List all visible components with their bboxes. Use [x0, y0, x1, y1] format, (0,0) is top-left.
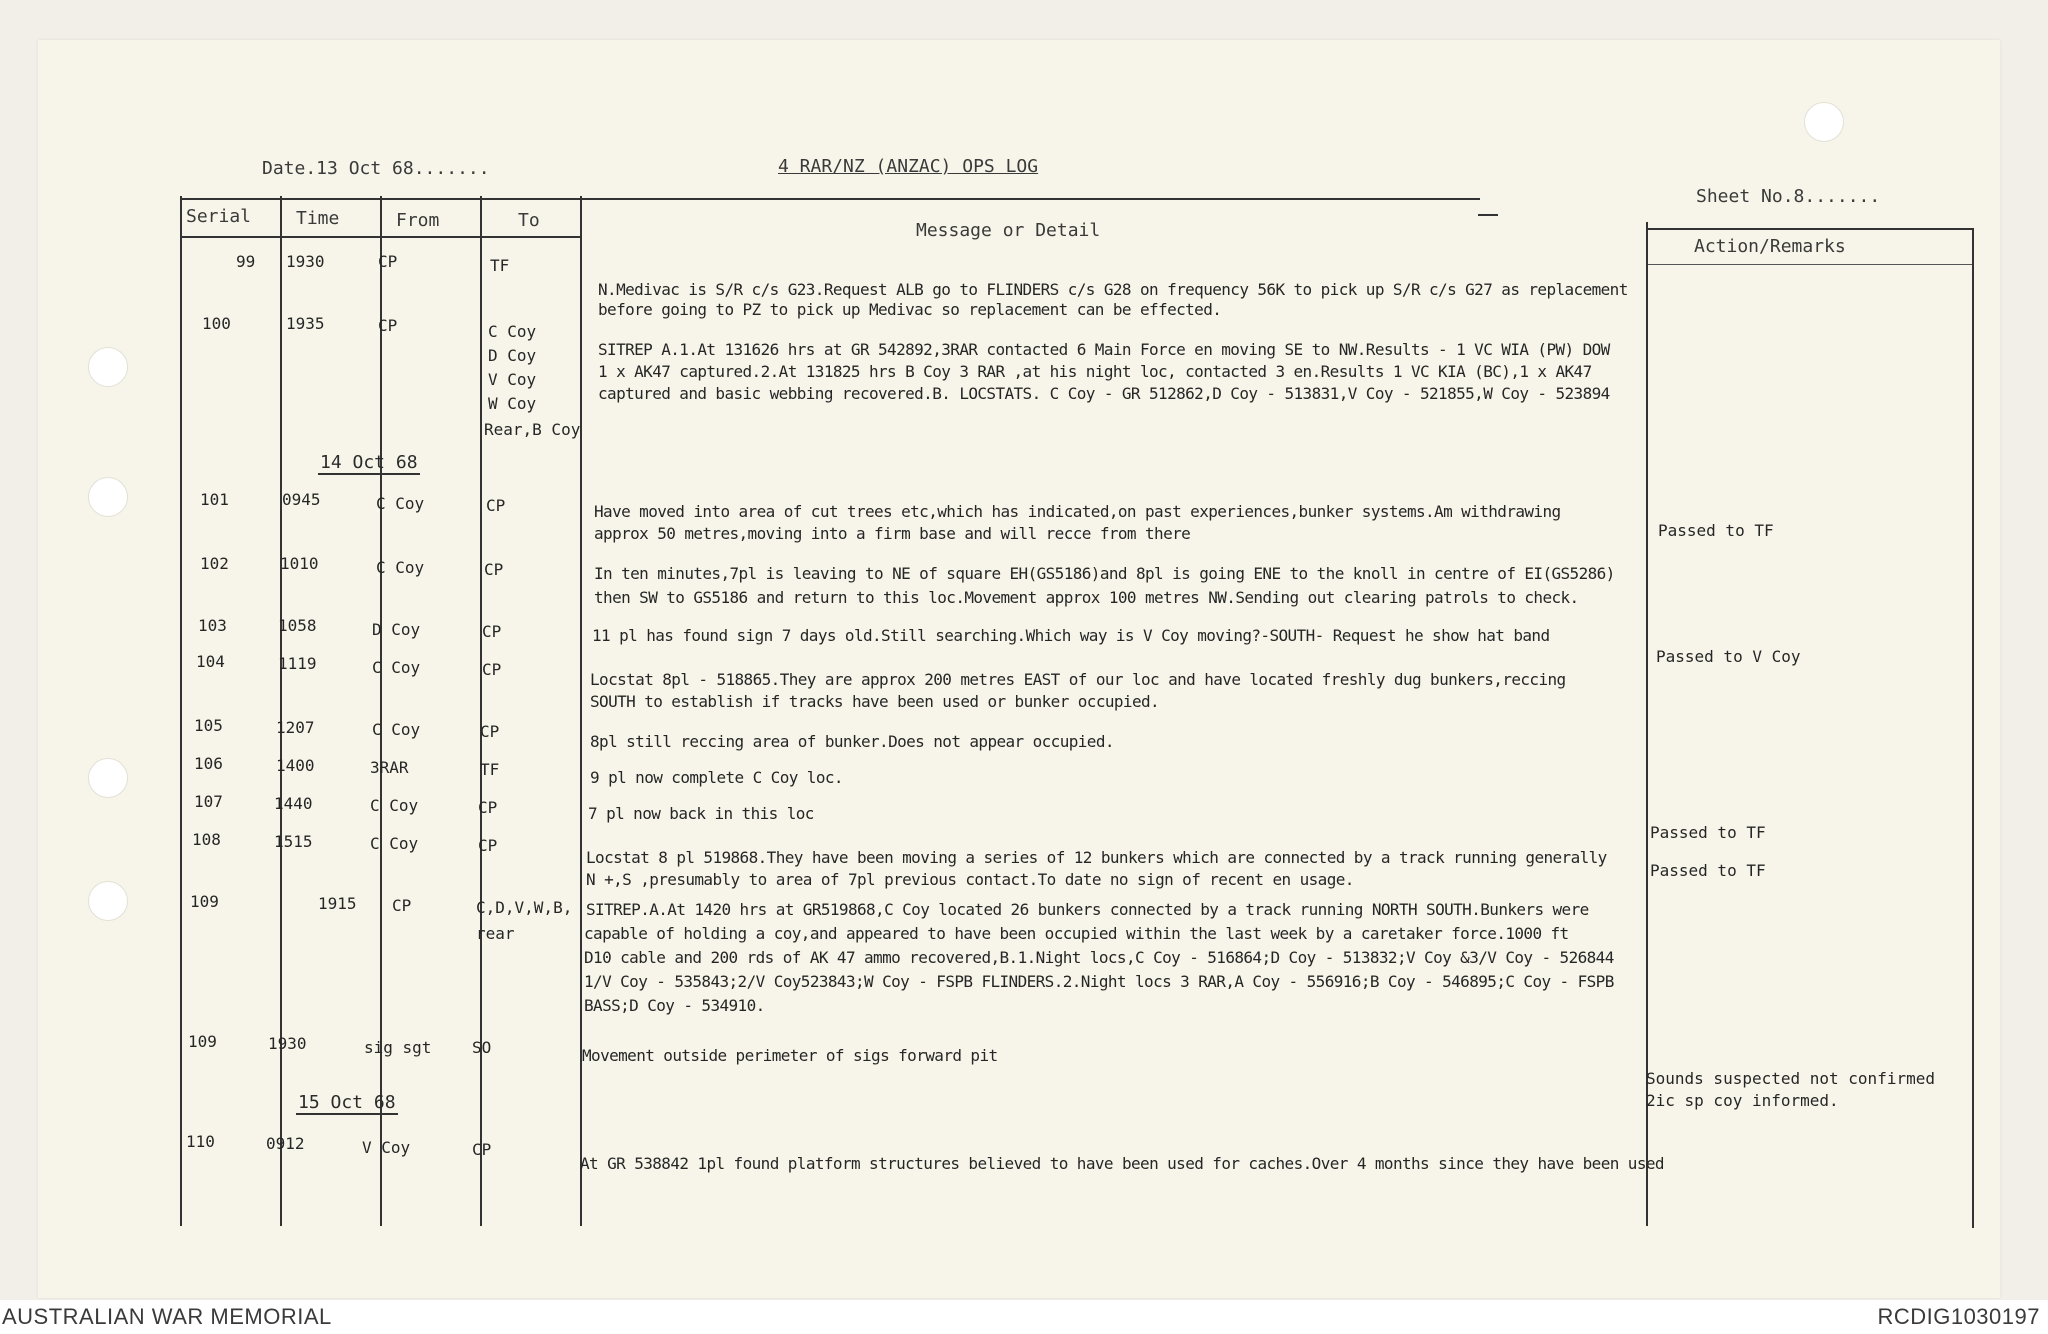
serial-cell: 105 — [194, 716, 223, 735]
from-cell: 3RAR — [370, 758, 409, 777]
col-rule — [480, 196, 482, 1226]
from-cell: C Coy — [376, 494, 425, 513]
log-date: Date.13 Oct 68....... — [262, 158, 490, 179]
from-cell: C Coy — [372, 720, 421, 739]
message-line: N.Medivac is S/R c/s G23.Request ALB go to FLINDERS c/s G28 on frequency 56K to pick up S/R c/s G27 as replacement — [598, 280, 1628, 299]
from-cell: C Coy — [370, 834, 419, 853]
to-cell: C Coy — [488, 322, 537, 341]
footer-bar — [0, 1300, 2048, 1334]
to-cell: V Coy — [488, 370, 537, 389]
message-line: Movement outside perimeter of sigs forward pit — [582, 1046, 998, 1065]
time-cell: 0912 — [266, 1134, 305, 1153]
serial-cell: 103 — [198, 616, 227, 635]
serial-cell: 109 — [188, 1032, 217, 1051]
time-cell: 1935 — [286, 314, 325, 333]
message-line: 1 x AK47 captured.2.At 131825 hrs B Coy 3 RAR ,at his night loc, contacted 3 en.Results 1 VC KIA (BC),1 x AK47 — [598, 362, 1592, 381]
message-line: Locstat 8 pl 519868.They have been moving a series of 12 bunkers which are connected by a track running generally — [586, 848, 1607, 867]
to-cell: CP — [482, 622, 502, 641]
to-cell: CP — [472, 1140, 492, 1159]
message-line: At GR 538842 1pl found platform structures believed to have been used for caches.Over 4 months since they have been used — [580, 1154, 1664, 1173]
col-rule — [1972, 228, 1974, 1228]
document-id: RCDIG1030197 — [1877, 1304, 2040, 1329]
to-cell: rear — [476, 924, 515, 943]
message-line: 9 pl now complete C Coy loc. — [590, 768, 843, 787]
from-cell: D Coy — [372, 620, 421, 639]
to-cell: CP — [486, 496, 506, 515]
col-header-action: Action/Remarks — [1694, 236, 1846, 257]
from-cell: V Coy — [362, 1138, 411, 1157]
message-line: D10 cable and 200 rds of AK 47 ammo recovered,B.1.Night locs,C Coy - 516864;D Coy - 513832;V Coy &3/V Coy - 526844 — [584, 948, 1614, 967]
table-top-rule — [180, 198, 1480, 200]
remark-cell: Passed to TF — [1650, 823, 1766, 842]
punch-hole — [88, 881, 128, 921]
punch-hole — [88, 347, 128, 387]
time-cell: 1119 — [278, 654, 317, 673]
from-cell: CP — [378, 316, 398, 335]
to-cell: Rear,B Coy — [484, 420, 581, 439]
to-cell: CP — [482, 660, 502, 679]
remark-cell: Passed to TF — [1650, 861, 1766, 880]
col-rule — [280, 196, 282, 1226]
message-line: capable of holding a coy,and appeared to have been occupied within the last week by a caretaker force.1000 ft — [584, 924, 1569, 943]
serial-cell: 108 — [192, 830, 221, 849]
col-header-from: From — [396, 210, 440, 231]
message-line: 8pl still reccing area of bunker.Does not appear occupied. — [590, 732, 1114, 751]
to-cell: CP — [478, 798, 498, 817]
date-divider: 14 Oct 68 — [320, 452, 418, 473]
serial-cell: 107 — [194, 792, 223, 811]
serial-cell: 100 — [202, 314, 231, 333]
time-cell: 1207 — [276, 718, 315, 737]
time-cell: 0945 — [282, 490, 321, 509]
action-top-rule — [1648, 228, 1974, 230]
message-line: BASS;D Coy - 534910. — [584, 996, 765, 1015]
serial-cell: 101 — [200, 490, 229, 509]
to-cell: TF — [480, 760, 500, 779]
from-cell: CP — [392, 896, 412, 915]
from-cell: C Coy — [370, 796, 419, 815]
date-divider: 15 Oct 68 — [298, 1092, 396, 1113]
message-line: Locstat 8pl - 518865.They are approx 200 metres EAST of our loc and have located freshly dug bunkers,reccing — [590, 670, 1566, 689]
punch-hole — [88, 758, 128, 798]
from-cell: CP — [378, 252, 398, 271]
time-cell: 1440 — [274, 794, 313, 813]
serial-cell: 110 — [186, 1132, 215, 1151]
from-cell: sig sgt — [364, 1038, 432, 1057]
message-line: approx 50 metres,moving into a firm base and will recce from there — [594, 524, 1191, 543]
table-top-rule-right — [1478, 214, 1498, 216]
time-cell: 1515 — [274, 832, 313, 851]
message-line: N +,S ,presumably to area of 7pl previous contact.To date no sign of recent en usage. — [586, 870, 1354, 889]
to-cell: D Coy — [488, 346, 537, 365]
message-line: 11 pl has found sign 7 days old.Still searching.Which way is V Coy moving?-SOUTH- Request he show hat band — [592, 626, 1550, 645]
to-cell: SO — [472, 1038, 492, 1057]
message-line: SITREP.A.At 1420 hrs at GR519868,C Coy located 26 bunkers connected by a track running NORTH SOUTH.Bunkers were — [586, 900, 1589, 919]
to-cell: CP — [484, 560, 504, 579]
archive-credit: AUSTRALIAN WAR MEMORIAL — [2, 1304, 332, 1329]
message-line: In ten minutes,7pl is leaving to NE of square EH(GS5186)and 8pl is going ENE to the knoll in centre of EI(GS5286) — [594, 564, 1615, 583]
message-line: SITREP A.1.At 131626 hrs at GR 542892,3RAR contacted 6 Main Force en moving SE to NW.Results - 1 VC WIA (PW) DOW — [598, 340, 1610, 359]
punch-hole — [1804, 102, 1844, 142]
message-line: then SW to GS5186 and return to this loc.Movement approx 100 metres NW.Sending out clearing patrols to check. — [594, 588, 1579, 607]
message-line: captured and basic webbing recovered.B. LOCSTATS. C Coy - GR 512862,D Coy - 513831,V Coy - 521855,W Coy - 523894 — [598, 384, 1610, 403]
serial-cell: 106 — [194, 754, 223, 773]
message-line: before going to PZ to pick up Medivac so replacement can be effected. — [598, 300, 1222, 319]
to-cell: TF — [490, 256, 510, 275]
punch-hole — [88, 477, 128, 517]
message-line: 7 pl now back in this loc — [588, 804, 814, 823]
col-header-message: Message or Detail — [916, 220, 1101, 241]
to-cell: W Coy — [488, 394, 537, 413]
time-cell: 1010 — [280, 554, 319, 573]
message-line: Have moved into area of cut trees etc,which has indicated,on past experiences,bunker systems.Am withdrawing — [594, 502, 1561, 521]
serial-cell: 109 — [190, 892, 219, 911]
time-cell: 1930 — [286, 252, 325, 271]
col-header-time: Time — [296, 208, 340, 229]
col-rule — [380, 196, 382, 1226]
serial-cell: 99 — [236, 252, 256, 271]
remark-cell: Sounds suspected not confirmed — [1646, 1069, 1935, 1088]
to-cell: CP — [480, 722, 500, 741]
col-header-to: To — [518, 210, 540, 231]
serial-cell: 102 — [200, 554, 229, 573]
remark-cell: 2ic sp coy informed. — [1646, 1091, 1839, 1110]
time-cell: 1930 — [268, 1034, 307, 1053]
col-rule — [180, 196, 182, 1226]
action-header-rule — [1648, 264, 1974, 265]
time-cell: 1915 — [318, 894, 357, 913]
col-rule — [580, 196, 582, 1226]
remark-cell: Passed to V Coy — [1656, 647, 1801, 666]
time-cell: 1400 — [276, 756, 315, 775]
from-cell: C Coy — [376, 558, 425, 577]
sheet-number: Sheet No.8....... — [1696, 186, 1881, 207]
time-cell: 1058 — [278, 616, 317, 635]
page-title: 4 RAR/NZ (ANZAC) OPS LOG — [778, 156, 1039, 177]
message-line: 1/V Coy - 535843;2/V Coy523843;W Coy - FSPB FLINDERS.2.Night locs 3 RAR,A Coy - 556916;B Coy - 546895;C Coy - FSPB — [584, 972, 1614, 991]
to-cell: C,D,V,W,B, — [476, 898, 573, 917]
to-cell: CP — [478, 836, 498, 855]
serial-cell: 104 — [196, 652, 225, 671]
message-line: SOUTH to establish if tracks have been used or bunker occupied. — [590, 692, 1160, 711]
remark-cell: Passed to TF — [1658, 521, 1774, 540]
from-cell: C Coy — [372, 658, 421, 677]
col-header-serial: Serial — [186, 206, 252, 227]
